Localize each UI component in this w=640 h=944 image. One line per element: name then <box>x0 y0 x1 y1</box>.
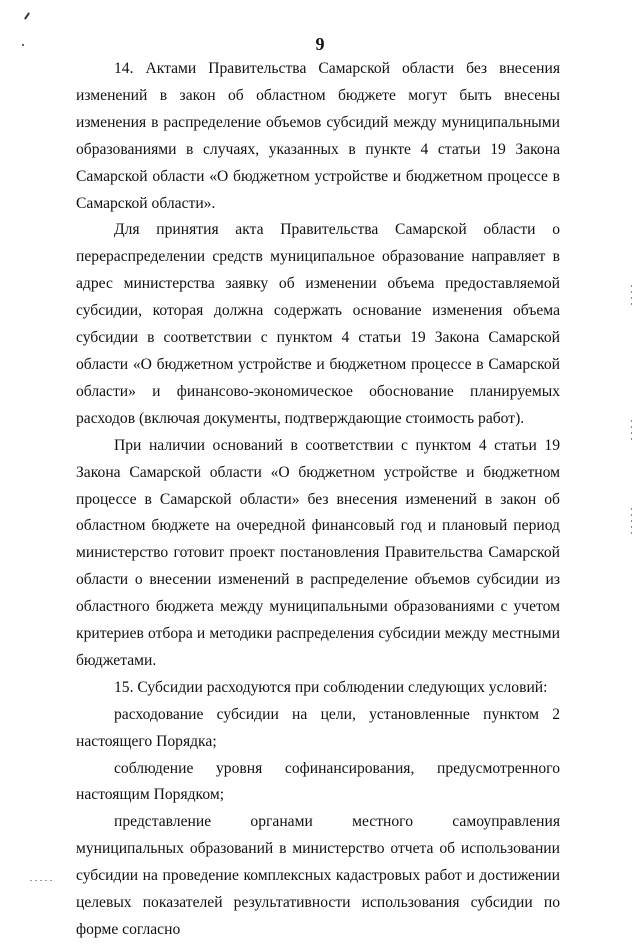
scan-edge-mark <box>631 508 632 538</box>
paragraph-reallocation-request: Для принятия акта Правительства Самарской области о перераспределении средств муниципальное образование направляет в адрес министерства заявку об изменении объема предоставляемой субсидии, которая должна содержать основание изменения объема субсидии в соответствии с пунктом 4 статьи 19 Закона Самарской области «О бюджетном устройстве и бюджетном процессе в Самарской области» и финансово-экономическое обоснование планируемых расходов (включая документы, подтверждающие стоимость работ). <box>76 221 560 427</box>
document-body <box>76 56 560 944</box>
condition-cofinancing: соблюдение уровня софинансирования, предусмотренного настоящим Порядком; <box>76 759 560 804</box>
scan-edge-mark <box>30 880 54 881</box>
condition-target-use: расходование субсидии на цели, установленные пунктом 2 настоящего Порядка; <box>76 705 560 750</box>
paragraph-draft-resolution: При наличии оснований в соответствии с пунктом 4 статьи 19 Закона Самарской области «О бюджетном устройстве и бюджетном процессе в Самарской области» без внесения изменений в закон об областном бюджете на очередной финансовый год и плановый период министерство готовит проект постановления Правительства Самарской области о внесении изменений в распределение объемов субсидии из областного бюджета между муниципальными образованиями с учетом критериев отбора и методики распределения субсидии между местными бюджетами. <box>76 436 560 669</box>
paragraph-14-amendments: 14. Актами Правительства Самарской области без внесения изменений в закон об областном бюджете могут быть внесены изменения в распределение объемов субсидий между муниципальными образованиями в случаях, указанных в пункте 4 статьи 19 Закона Самарской области «О бюджетном устройстве и бюджетном процессе в Самарской области». <box>76 60 560 212</box>
condition-reporting: представление органами местного самоуправления муниципальных образований в министерство отчета об использовании субсидии на проведение комплексных кадастровых работ и достижении целевых показателей результативности использования субсидии по форме согласно <box>76 813 560 938</box>
scan-edge-mark <box>631 285 632 305</box>
paragraph-15-conditions: 15. Субсидии расходуются при соблюдении следующих условий: <box>114 678 548 696</box>
scan-edge-mark <box>631 420 632 442</box>
page-number: 9 <box>315 34 325 54</box>
scan-artifact-mark <box>24 12 30 20</box>
